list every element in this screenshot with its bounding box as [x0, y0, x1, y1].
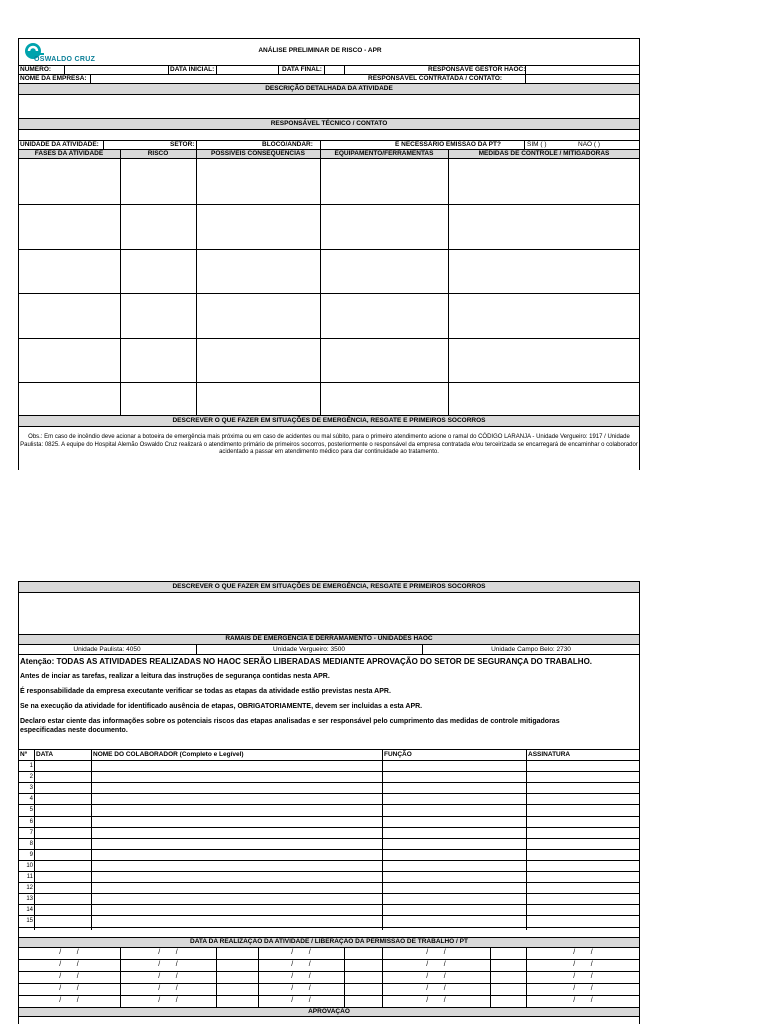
row-number: 9 [29, 852, 33, 858]
data-final-label: DATA FINAL: [282, 66, 322, 73]
responsavel-tecnico-field[interactable] [19, 130, 639, 140]
row-number: 2 [29, 774, 33, 780]
date-row [18, 959, 640, 960]
date-row [18, 971, 640, 972]
logo [22, 42, 112, 64]
col-equipamento: EQUIPAMENTO/FERRAMENTAS [334, 150, 434, 157]
table-row[interactable] [18, 838, 640, 839]
date-field[interactable]: / / [59, 973, 79, 980]
date-field[interactable]: / / [573, 997, 593, 1004]
row-number: 3 [29, 785, 33, 791]
date-field[interactable]: / / [426, 985, 446, 992]
aprovacao-header: APROVAÇÃO [308, 1008, 350, 1015]
date-field[interactable]: / / [426, 997, 446, 1004]
table-row[interactable] [18, 893, 640, 894]
col-consequencias: POSSIVEIS CONSEQUENCIAS [211, 150, 305, 157]
date-field[interactable]: / / [158, 985, 178, 992]
col-data: DATA [36, 751, 54, 758]
logo-text: OSWALDO CRUZ [34, 56, 96, 63]
statement-leitura: Antes de inciar as tarefas, realizar a leitura das instruções de segurança contidas nesta APR. [20, 673, 330, 680]
col-funcao: FUNÇÃO [384, 751, 412, 758]
table-row[interactable] [18, 849, 640, 850]
emergency-header-2: DESCREVER O QUE FAZER EM SITUAÇÕES DE EMERGÊNCIA, RESGATE E PRIMEIROS SOCORROS [172, 583, 486, 590]
unidade-label: UNIDADE DA ATIVIDADE: [20, 141, 99, 148]
ramais-header: RAMAIS DE EMERGÊNCIA E DERRAMAMENTO - UNIDADES HAOC [225, 635, 433, 642]
emergency-header: DESCREVER O QUE FAZER EM SITUAÇÕES DE EMERGÊNCIA, RESGATE E PRIMEIROS SOCORROS [172, 417, 486, 424]
table-row[interactable] [18, 782, 640, 783]
col-fases: FASES DA ATIVIDADE [34, 150, 104, 157]
row-number: 7 [29, 830, 33, 836]
date-field[interactable]: / / [158, 997, 178, 1004]
table-row[interactable] [18, 804, 640, 805]
table-row[interactable] [18, 760, 640, 761]
date-field[interactable]: / / [291, 985, 311, 992]
risk-row [18, 293, 640, 294]
statement-atencao: Atenção: TODAS AS ATIVIDADES REALIZADAS NO HAOC SERÃO LIBERADAS MEDIANTE APROVAÇÃO DO SETOR DE SEGURANÇA DO TRABALHO. [20, 657, 593, 666]
date-release-header: DATA DA REALIZAÇÃO DA ATIVIDADE / LIBERAÇÃO DA PERMISSÃO DE TRABALHO / PT [190, 938, 468, 945]
date-field[interactable]: / / [426, 961, 446, 968]
descricao-header: DESCRIÇÃO DETALHADA DA ATIVIDADE [265, 85, 393, 92]
date-field[interactable]: / / [291, 949, 311, 956]
row-number: 8 [29, 841, 33, 847]
data-inicial-label: DATA INICIAL: [170, 66, 215, 73]
row-number: 1 [29, 763, 33, 769]
nao-checkbox[interactable]: NÃO ( ) [578, 141, 601, 148]
emergency-note: Obs.: Em caso de incêndio deve acionar a botoeira de emergência mais próxima ou em caso de acidentes ou mal súbito, para o primeiro atendimento acione o ramal do CÓDIGO LARANJA - Unidade Vergueiro: 1917 / Unidade Paulista: 0825. A equipe do Hospital Alemão Oswaldo Cruz realizará o atendimento primário de primeiros socorros, posteriormente o responsável da empresa contratada e/ou terceirizada se encarregará de encaminhar o colaborador acidentado a passar em atendimento médico para dar continuidade ao tratamento. [20, 434, 638, 455]
row-number: 10 [26, 863, 33, 869]
col-numero: Nº [20, 751, 28, 758]
date-field[interactable]: / / [59, 997, 79, 1004]
date-field[interactable]: / / [291, 973, 311, 980]
statement-declaro: Declaro estar ciente das informações sobre os potenciais riscos das etapas analisadas e ser responsável pelo cumprimento das medidas de controle mitigadoras [20, 718, 560, 725]
date-row [18, 983, 640, 984]
row-number: 11 [26, 874, 33, 880]
table-row[interactable] [18, 793, 640, 794]
date-field[interactable]: / / [59, 949, 79, 956]
date-field[interactable]: / / [59, 985, 79, 992]
date-field[interactable]: / / [291, 997, 311, 1004]
bloco-label: BLOCO/ANDAR: [262, 141, 313, 148]
row-number: 12 [26, 885, 33, 891]
ramal-campo-belo: Unidade Campo Belo: 2730 [491, 646, 571, 653]
table-row[interactable] [18, 915, 640, 916]
date-field[interactable]: / / [158, 973, 178, 980]
risk-row [18, 249, 640, 250]
table-row[interactable] [18, 827, 640, 828]
date-field[interactable]: / / [573, 949, 593, 956]
risk-row [18, 338, 640, 339]
risk-row [18, 204, 640, 205]
document-title: ANÁLISE PRELIMINAR DE RISCO - APR [258, 47, 382, 54]
row-number: 14 [26, 907, 33, 913]
date-field[interactable]: / / [573, 973, 593, 980]
col-assinatura: ASSINATURA [528, 751, 571, 758]
col-medidas: MEDIDAS DE CONTROLE / MITIGADORAS [478, 150, 610, 157]
responsavel-gestor-label: RESPONSÁVE GESTOR HAOC: [428, 66, 526, 73]
statement-especificadas: especificadas neste documento. [20, 727, 128, 734]
date-field[interactable]: / / [426, 973, 446, 980]
table-row[interactable] [18, 860, 640, 861]
responsavel-tecnico-header: RESPONSÁVEL TÉCNICO / CONTATO [270, 120, 388, 127]
numero-label: NÚMERO: [20, 66, 52, 73]
date-field[interactable]: / / [158, 961, 178, 968]
ramal-paulista: Unidade Paulista: 4050 [73, 646, 141, 653]
table-row[interactable] [18, 871, 640, 872]
statement-ausencia: Se na execução da atividade for identificado ausência de etapas, OBRIGATORIAMENTE, devem ser incluidas a esta APR. [20, 703, 423, 710]
descricao-field[interactable] [19, 95, 639, 118]
statement-responsabilidade: É responsabilidade da empresa executante verificar se todas as etapas da atividade estão previstas nesta APR. [20, 688, 391, 695]
date-field[interactable]: / / [59, 961, 79, 968]
row-number: 13 [26, 896, 33, 902]
date-field[interactable]: / / [291, 961, 311, 968]
table-row[interactable] [18, 771, 640, 772]
col-nome: NOME DO COLABORADOR (Completo e Legível) [93, 751, 244, 758]
table-row[interactable] [18, 816, 640, 817]
row-number: 15 [26, 918, 33, 924]
table-row[interactable] [18, 904, 640, 905]
row-number: 5 [29, 807, 33, 813]
ramal-vergueiro: Unidade Vergueiro: 3500 [273, 646, 345, 653]
responsavel-contratada-label: RESPONSÁVEL CONTRATADA / CONTATO: [368, 75, 503, 82]
sim-checkbox[interactable]: SIM ( ) [527, 141, 547, 148]
emergency-field[interactable] [19, 593, 639, 634]
table-row[interactable] [18, 882, 640, 883]
risk-row [18, 382, 640, 383]
nome-empresa-label: NOME DA EMPRESA: [20, 75, 87, 82]
date-field[interactable]: / / [158, 949, 178, 956]
date-field[interactable]: / / [573, 985, 593, 992]
pt-question-label: É NECESSÁRIO EMISSÃO DA PT? [395, 141, 501, 148]
date-row [18, 995, 640, 996]
date-field[interactable]: / / [426, 949, 446, 956]
date-field[interactable]: / / [573, 961, 593, 968]
setor-label: SETOR: [170, 141, 195, 148]
col-risco: RISCO [147, 150, 169, 157]
row-number: 4 [29, 796, 33, 802]
row-number: 6 [29, 819, 33, 825]
